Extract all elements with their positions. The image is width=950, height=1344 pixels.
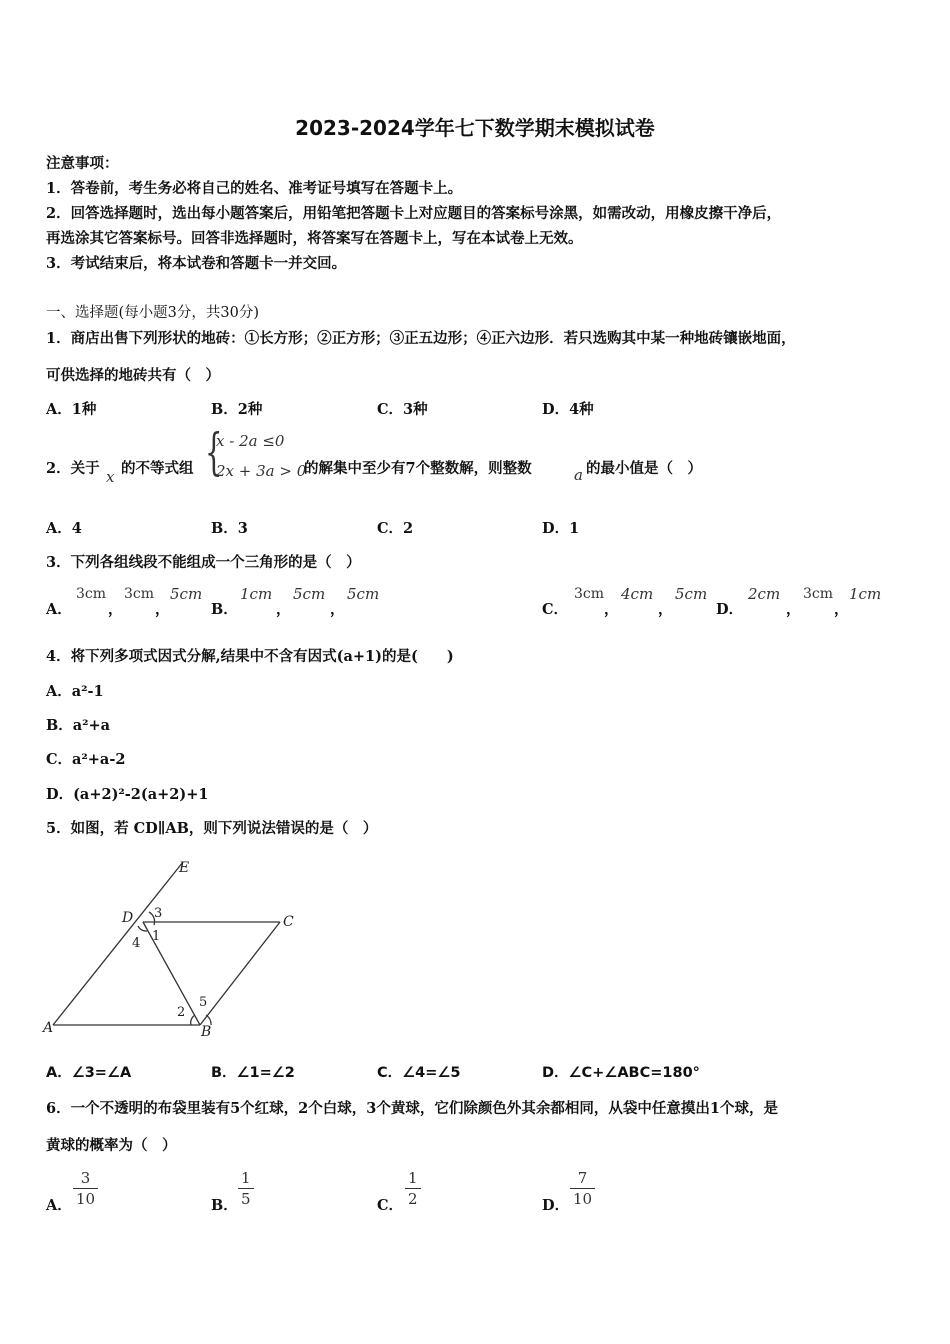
notice-item: 2．回答选择题时，选出每小题答案后，用铅笔把答题卡上对应题目的答案标号涂黑，如需改动，用橡皮擦干净后，: [46, 205, 782, 222]
line-ae: [53, 862, 186, 1025]
q2-option-d: D．1: [542, 520, 580, 537]
q3-sep: ，: [276, 601, 291, 618]
fraction-denominator: 10: [573, 1190, 593, 1208]
q3-d-seg-1: 2cm: [748, 585, 781, 603]
q6-option-b-fraction: [238, 1168, 254, 1209]
q6-option-b-label: B．: [211, 1197, 238, 1214]
q3-sep: ，: [108, 601, 123, 618]
q4-option-d: D．(a+2)²-2(a+2)+1: [46, 786, 209, 803]
notice-item: 3．考试结束后，将本试卷和答题卡一并交回。: [46, 255, 347, 272]
q2-option-b: B．3: [211, 520, 248, 537]
notice-item: 1．答卷前，考生务必将自己的姓名、准考证号填写在答题卡上。: [46, 180, 463, 197]
q5-option-d: D．∠C+∠ABC=180°: [542, 1065, 700, 1081]
q2-system-line-1: x - 2a ≤0: [216, 432, 285, 450]
label-b: B: [201, 1024, 212, 1040]
q2-var-a: a: [574, 466, 583, 484]
fraction-numerator: 1: [238, 1168, 254, 1189]
label-angle-3: 3: [154, 906, 163, 921]
section-heading: 一、选择题(每小题3分，共30分): [46, 305, 259, 321]
q5-option-b: B．∠1=∠2: [211, 1065, 295, 1081]
label-angle-5: 5: [199, 995, 208, 1010]
q3-sep: ，: [658, 601, 673, 618]
question-4-text: 4．将下列多项式因式分解,结果中不含有因式(a+1)的是( ): [46, 648, 454, 665]
q5-option-c: C．∠4=∠5: [377, 1065, 461, 1081]
question-5-text: 5．如图，若 CD∥AB，则下列说法错误的是（ ）: [46, 820, 378, 837]
q3-a-seg-2: 3cm: [124, 586, 155, 602]
fraction-numerator: 7: [570, 1168, 595, 1189]
question-1-text-cont: 可供选择的地砖共有（ ）: [46, 367, 220, 384]
page-title: 2023-2024学年七下数学期末模拟试卷: [295, 116, 655, 140]
label-e: E: [179, 860, 190, 876]
q6-option-d-label: D．: [542, 1197, 570, 1214]
label-d: D: [122, 910, 134, 926]
q2-option-a: A．4: [46, 520, 82, 537]
q3-c-seg-2: 4cm: [621, 585, 654, 603]
label-angle-2: 2: [177, 1005, 186, 1020]
q6-option-d-fraction: [570, 1168, 595, 1209]
q3-a-seg-3: 5cm: [170, 585, 203, 603]
q3-c-seg-1: 3cm: [574, 586, 605, 602]
question-2-prefix: 2．关于: [46, 460, 100, 477]
q3-a-seg-1: 3cm: [76, 586, 107, 602]
question-6-text: 6．一个不透明的布袋里装有5个红球，2个白球，3个黄球，它们除颜色外其余都相同，从袋中任意摸出1个球，是: [46, 1100, 778, 1117]
question-6-text-cont: 黄球的概率为（ ）: [46, 1137, 177, 1154]
q3-b-seg-2: 5cm: [293, 585, 326, 603]
fraction-denominator: 5: [241, 1190, 251, 1208]
label-angle-1: 1: [152, 929, 161, 944]
q3-sep: ，: [604, 601, 619, 618]
fraction-numerator: 3: [73, 1168, 98, 1189]
system-brace: {: [205, 423, 223, 481]
fraction-denominator: 2: [408, 1190, 418, 1208]
question-1-text: 1．商店出售下列形状的地砖：①长方形；②正方形；③正五边形；④正六边形．若只选购其中某一种地砖镶嵌地面，: [46, 330, 796, 347]
arc-angle-2: [191, 1015, 195, 1025]
q3-option-b-label: B．: [211, 601, 238, 618]
question-2-suffix-2: 的最小值是（ ）: [586, 460, 702, 477]
q3-b-seg-1: 1cm: [240, 585, 273, 603]
q3-d-seg-2: 3cm: [803, 586, 834, 602]
q3-option-c-label: C．: [542, 601, 569, 618]
parallelogram-figure: [40, 852, 310, 1042]
question-2-mid: 的不等式组: [121, 460, 194, 477]
q3-option-d-label: D．: [716, 601, 744, 618]
q3-option-a-label: A．: [46, 601, 72, 618]
q1-option-b: B．2种: [211, 401, 263, 418]
q3-sep: ，: [155, 601, 170, 618]
q4-option-c: C．a²+a-2: [46, 751, 126, 768]
q1-option-a: A．1种: [46, 401, 97, 418]
q3-d-seg-3: 1cm: [849, 585, 882, 603]
q1-option-c: C．3种: [377, 401, 428, 418]
fraction-numerator: 1: [405, 1168, 421, 1189]
notice-heading: 注意事项：: [46, 155, 119, 172]
q2-option-c: C．2: [377, 520, 414, 537]
notice-item: 再选涂其它答案标号。回答非选择题时，将答案写在答题卡上，写在本试卷上无效。: [46, 230, 583, 247]
q3-c-seg-3: 5cm: [675, 585, 708, 603]
q6-option-a-label: A．: [46, 1197, 72, 1214]
q6-option-c-label: C．: [377, 1197, 404, 1214]
question-2-suffix-1: 的解集中至少有7个整数解，则整数: [304, 460, 532, 477]
fraction-denominator: 10: [76, 1190, 96, 1208]
q4-option-a: A．a²-1: [46, 683, 104, 700]
label-a: A: [43, 1020, 54, 1036]
label-angle-4: 4: [132, 936, 141, 951]
question-3-text: 3．下列各组线段不能组成一个三角形的是（ ）: [46, 554, 361, 571]
label-c: C: [283, 914, 294, 930]
q6-option-c-fraction: [405, 1168, 421, 1209]
q6-option-a-fraction: [73, 1168, 98, 1209]
q3-sep: ，: [786, 601, 801, 618]
q2-var-x: x: [106, 468, 115, 486]
q1-option-d: D．4种: [542, 401, 594, 418]
q5-option-a: A．∠3=∠A: [46, 1065, 132, 1081]
q2-system-line-2: 2x + 3a > 0: [216, 462, 307, 480]
q4-option-b: B．a²+a: [46, 717, 111, 734]
q3-b-seg-3: 5cm: [347, 585, 380, 603]
q3-sep: ，: [330, 601, 345, 618]
line-bc: [200, 922, 280, 1025]
q3-sep: ，: [834, 601, 849, 618]
